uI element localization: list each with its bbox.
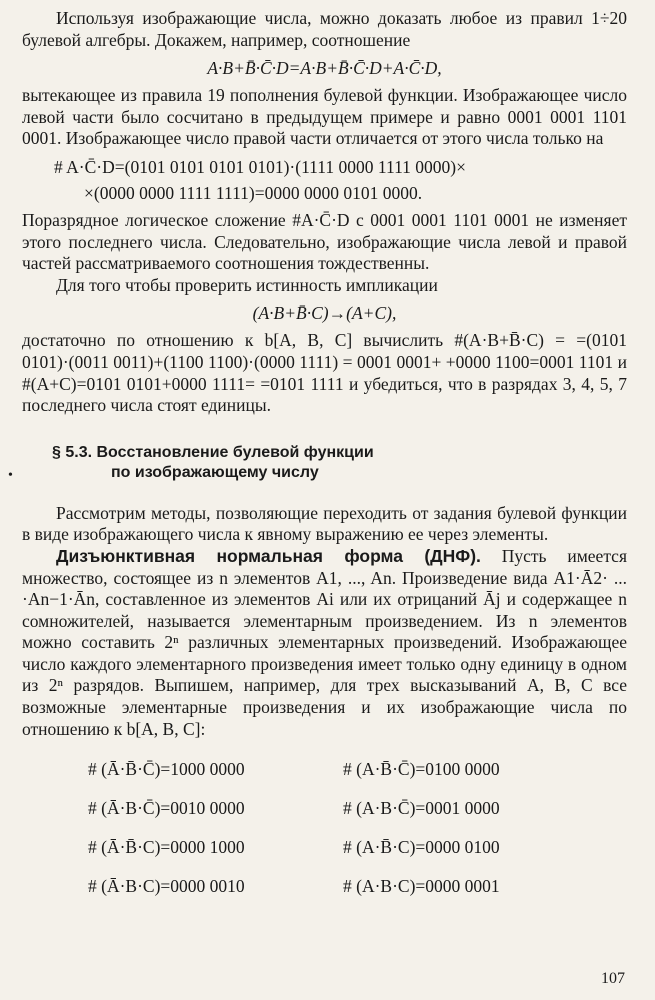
product-right: # (A·B·C)=0000 0001: [343, 876, 500, 897]
section-title-line2: по изображающему числу: [111, 463, 319, 481]
formula-2a: # A·C̄·D=(0101 0101 0101 0101)·(1111 0000 1111 0000)×: [54, 156, 466, 177]
product-left: # (Ā·B·C̄)=0010 0000: [88, 798, 245, 819]
section-title-line1: Восстановление булевой функции: [96, 443, 374, 461]
page-content: [22, 8, 627, 906]
page-number: 107: [601, 970, 625, 987]
paragraph-7-text: Пусть имеется множество, состоящее из n элементов A1, ..., An. Произведение вида A1·Ā2· ... ·An−1·Ān, составленное из элементов Ai или их отрицаний Āj и содержащее n сомножителей, называется элементарным произведением. Из n элементов можно составить 2ⁿ различных элементарных произведений. Изображающее число каждого элементарного произведения имеет только одну единицу в одном из 2ⁿ разрядов. Выпишем, например, для трех высказываний A, B, C все возможные элементарные произведения и их изображающие числа по отношению к b[A, B, C]:: [22, 545, 628, 739]
table-row: [22, 867, 627, 906]
formula-3: (A·B+B̄·C)→(A+C),: [252, 303, 397, 324]
paragraph-6: Рассмотрим методы, позволяющие переходить от задания булевой функции в виде изображающего числа к явному выражению ее через элементы.: [22, 502, 627, 545]
product-left: # (Ā·B̄·C̄)=1000 0000: [88, 759, 245, 780]
paragraph-5: достаточно по отношению к b[A, B, C] вычислить #(A·B+B̄·C) = =(0101 0101)·(0011 0011)+(1100 1100)·(0000 1111) = 0001 0001+ +0000 1100=0001 1101 и #(A+C)=0101 0101+0000 1111= =0101 1111 и убедиться, что в разрядах 3, 4, 5, 7 последнего числа стоят единицы.: [22, 330, 627, 416]
paragraph-3: Поразрядное логическое сложение #A·C̄·D с 0001 0001 1101 0001 не изменяет этого последнего числа. Следовательно, изображающие числа левой и правой частей рассматриваемого соотношения тождественны.: [22, 209, 627, 274]
table-row: [22, 789, 627, 828]
table-row: [22, 750, 627, 789]
product-right: # (A·B̄·C)=0000 0100: [343, 837, 500, 858]
product-left: # (Ā·B̄·C)=0000 1000: [88, 837, 245, 858]
section-number: § 5.3.: [52, 443, 93, 461]
paragraph-7: [22, 546, 627, 740]
section-heading: [52, 443, 627, 483]
product-left: # (Ā·B·C)=0000 0010: [88, 876, 245, 897]
product-right: # (A·B·C̄)=0001 0000: [343, 798, 500, 819]
product-right: # (A·B̄·C̄)=0100 0000: [343, 759, 500, 780]
margin-dot: •: [8, 468, 13, 483]
formula-1: A·B+B̄·C̄·D=A·B+B̄·C̄·D+A·C̄·D,: [207, 58, 442, 79]
paragraph-1: Используя изображающие числа, можно доказать любое из правил 1÷20 булевой алгебры. Докажем, например, соотношение: [22, 8, 627, 50]
table-row: [22, 828, 627, 867]
elementary-products-table: [22, 750, 627, 906]
term-dnf: Дизъюнктивная нормальная форма (ДНФ).: [56, 545, 481, 566]
paragraph-2: вытекающее из правила 19 пополнения булевой функции. Изображающее число левой части было сосчитано в предыдущем примере и равно 0001 0001 1101 0001. Изображающее число правой части отличается от этого числа только на: [22, 85, 627, 149]
formula-2b: ×(0000 0000 1111 1111)=0000 0000 0101 0000.: [84, 182, 423, 203]
paragraph-4: Для того чтобы проверить истинность импликации: [56, 274, 438, 295]
